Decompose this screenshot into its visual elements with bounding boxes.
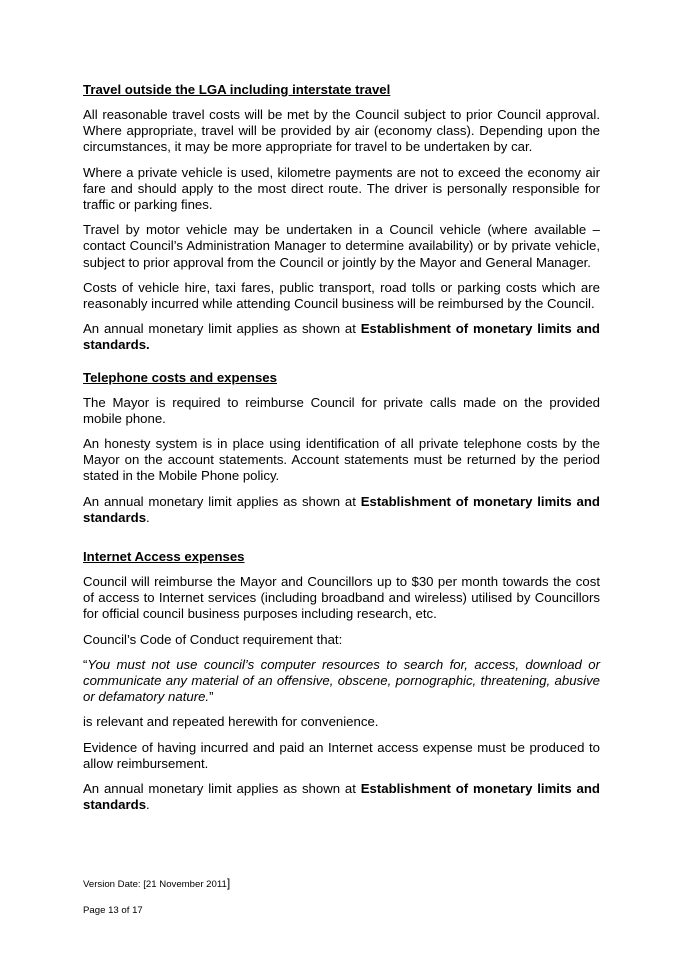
bold-reference: Establishment of monetary limits and standards xyxy=(83,493,600,525)
paragraph: An honesty system is in place using identification of all private telephone costs by the Mayor on the account statements. Account statements must be returned by the period stated in the Mobile Phone policy. xyxy=(83,436,600,484)
paragraph: Costs of vehicle hire, taxi fares, public transport, road tolls or parking costs which are reasonably incurred while attending Council business will be reimbursed by the Council. xyxy=(83,279,600,312)
text: . xyxy=(146,797,150,813)
paragraph: Evidence of having incurred and paid an Internet access expense must be produced to allow reimbursement. xyxy=(83,739,600,771)
paragraph: The Mayor is required to reimburse Council for private calls made on the provided mobile phone. xyxy=(83,394,600,426)
version-bracket: ] xyxy=(226,876,231,890)
section-heading-travel: Travel outside the LGA including interstate travel xyxy=(83,82,391,97)
paragraph: Council’s Code of Conduct requirement that: xyxy=(83,631,343,647)
quote-mark: ” xyxy=(209,689,214,705)
paragraph: Where a private vehicle is used, kilometre payments are not to exceed the economy air fare and should apply to the most direct route. The driver is personally responsible for traffic or parking fines. xyxy=(83,164,600,213)
paragraph: All reasonable travel costs will be met by the Council subject to prior Council approval. Where appropriate, travel will be provided by air (economy class). Depending upon the circumstances, it may be more appropriate for travel to be undertaken by car. xyxy=(83,107,600,155)
quote-paragraph xyxy=(83,657,600,706)
paragraph-monetary-limit xyxy=(83,321,600,353)
footer-version xyxy=(83,876,603,890)
text: An annual monetary limit applies as shown at xyxy=(83,321,361,337)
text: An annual monetary limit applies as shown at xyxy=(83,781,361,797)
section-heading-telephone: Telephone costs and expenses xyxy=(83,369,277,385)
paragraph: Travel by motor vehicle may be undertaken in a Council vehicle (where available – contact Council’s Administration Manager to determine availability) or by private vehicle, subject to prior approval from the Council or jointly by the Mayor and General Manager. xyxy=(83,222,600,270)
paragraph-monetary-limit xyxy=(83,494,600,526)
bold-reference: Establishment of monetary limits and standards xyxy=(83,781,600,813)
section-heading-internet: Internet Access expenses xyxy=(83,549,245,565)
quote-text: You must not use council’s computer resources to search for, access, download or communicate any material of an offensive, obscene, pornographic, threatening, abusive or defamatory nature. xyxy=(83,656,600,705)
version-date: Version Date: [21 November 2011 xyxy=(83,879,227,890)
text: An annual monetary limit applies as shown at xyxy=(83,493,361,509)
bold-reference: Establishment of monetary limits and standards. xyxy=(83,321,600,353)
footer-page-number: Page 13 of 17 xyxy=(83,905,143,916)
paragraph-monetary-limit xyxy=(83,781,600,813)
quote-mark: “ xyxy=(83,656,88,672)
paragraph: Council will reimburse the Mayor and Councillors up to $30 per month towards the cost of access to Internet services (including broadband and wireless) utilised by Councillors for official council business purposes including research, etc. xyxy=(83,574,600,622)
document-body xyxy=(83,82,600,823)
paragraph: is relevant and repeated herewith for convenience. xyxy=(83,714,379,730)
text: . xyxy=(146,509,150,525)
